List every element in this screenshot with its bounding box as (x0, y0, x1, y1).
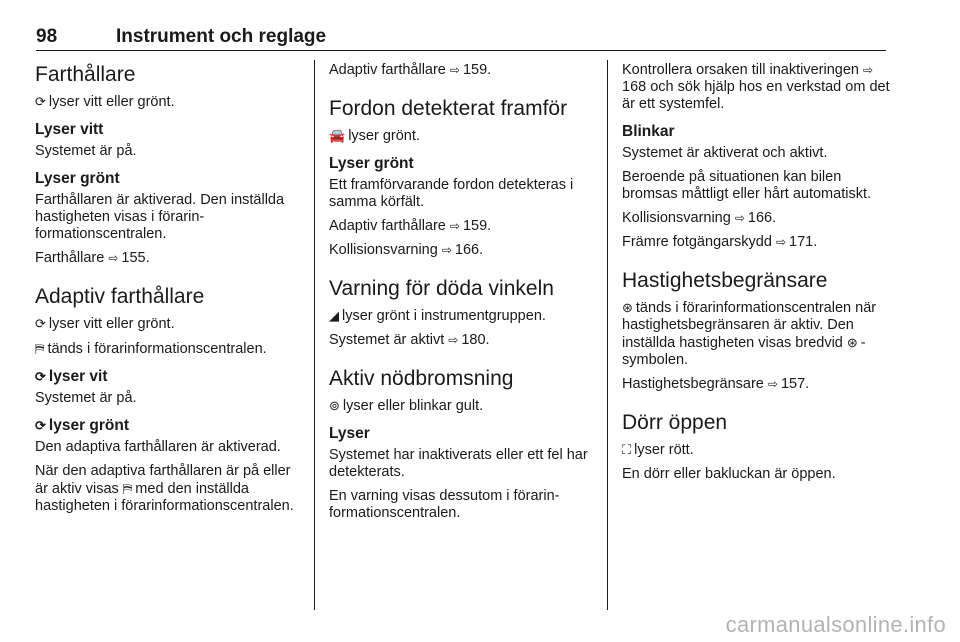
subheading (35, 169, 303, 189)
text: 180. (461, 332, 490, 348)
vehicle-distance-icon: ⛿ (122, 481, 133, 496)
text: Lyser grönt (329, 155, 414, 172)
text: Systemet är på. (35, 390, 137, 406)
blind-spot-icon: ◢ (329, 308, 339, 323)
text: 166. (747, 210, 777, 226)
reference-arrow-icon: ⇨ (448, 333, 459, 347)
section-heading (329, 96, 591, 122)
cruise-control-icon: ⟳ (35, 369, 46, 384)
text: tänds i förarinformationscentralen. (47, 341, 267, 357)
cruise-control-icon: ⟳ (35, 316, 46, 331)
text: Hastighetsbegränsare (622, 269, 828, 292)
subheading (329, 424, 591, 444)
paragraph (35, 463, 303, 515)
text: Adaptiv farthållare (329, 218, 446, 234)
header-rule (36, 50, 886, 51)
text: En dörr eller bakluckan är öppen. (622, 466, 836, 482)
text: Kontrollera orsaken till inaktiveringen (622, 62, 859, 78)
text: Adaptiv farthållare (35, 285, 205, 308)
text: Adaptiv farthållare (329, 62, 446, 78)
paragraph (35, 439, 303, 456)
text: Lyser (329, 425, 370, 442)
text: När den adaptiva farthållaren är på eller är aktiv visas (35, 463, 291, 497)
car-front-icon: 🚘 (329, 128, 346, 143)
running-title: Instrument och reglage (116, 26, 327, 47)
text: Varning för döda vinkeln (329, 277, 554, 300)
reference-arrow-icon: ⇨ (441, 243, 452, 257)
paragraph (622, 466, 892, 483)
text: Aktiv nödbromsning (329, 367, 514, 390)
text: Systemet är aktivt (329, 332, 445, 348)
text: Systemet har inaktiverats eller ett fel har detekterats. (329, 447, 588, 480)
cruise-control-icon: ⟳ (35, 418, 46, 433)
text: 157. (780, 376, 810, 392)
subheading (329, 154, 591, 174)
paragraph (622, 376, 892, 393)
paragraph (622, 169, 892, 203)
text: lyser eller blinkar gult. (342, 398, 484, 414)
paragraph (329, 218, 591, 235)
text: Farthållaren är aktiverad. Den inställda hastigheten visas i förarinformationscentralen. (35, 192, 285, 242)
reference-arrow-icon: ⇨ (863, 63, 874, 77)
paragraph (622, 210, 892, 227)
paragraph (35, 192, 303, 243)
text: lyser rött. (634, 442, 694, 458)
emergency-brake-icon: ⊚ (329, 398, 340, 413)
text: Fordon detekterat framför (329, 97, 568, 120)
paragraph (622, 441, 892, 459)
subheading (35, 367, 303, 387)
reference-arrow-icon: ⇨ (734, 211, 745, 225)
text: 166. (454, 242, 484, 258)
reference-arrow-icon: ⇨ (108, 251, 119, 265)
text: 155. (121, 250, 150, 266)
section-heading (35, 284, 303, 310)
paragraph (329, 332, 591, 349)
paragraph (35, 390, 303, 407)
paragraph (35, 250, 303, 267)
subheading (622, 122, 892, 142)
text: Systemet är på. (35, 143, 137, 159)
cruise-control-icon: ⟳ (35, 94, 46, 109)
speed-limiter-icon: ⊛ (622, 300, 633, 315)
text: lyser vit (48, 368, 108, 385)
column-1 (35, 62, 303, 522)
text: Kollisionsvarning (329, 242, 438, 258)
text: lyser grönt (48, 417, 130, 434)
subheading (35, 120, 303, 140)
text: lyser vitt eller grönt. (48, 316, 175, 332)
text: Lyser grönt (35, 170, 120, 187)
text: Hastighetsbegränsare (622, 376, 764, 392)
text: Lyser vitt (35, 121, 104, 138)
text: Beroende på situationen kan bilen bromsas måttligt eller hårt automatiskt. (622, 169, 872, 202)
column-2 (329, 62, 591, 529)
column-divider (607, 60, 608, 610)
paragraph (329, 307, 591, 325)
speed-limiter-icon: ⊛ (846, 335, 858, 350)
text: Farthållare (35, 63, 136, 86)
paragraph (329, 447, 591, 481)
paragraph (622, 62, 892, 113)
paragraph (622, 145, 892, 162)
subheading (35, 416, 303, 436)
reference-arrow-icon: ⇨ (767, 377, 778, 391)
section-heading (35, 62, 303, 88)
text: Dörr öppen (622, 411, 728, 434)
section-heading (329, 366, 591, 392)
vehicle-distance-icon: ⛿ (35, 341, 45, 356)
paragraph (35, 315, 303, 333)
text: Ett framförvarande fordon detekteras i samma körfält. (329, 177, 574, 210)
column-3 (622, 62, 892, 490)
text: tänds i förarinformationscentralen när hastighetsbegränsaren är aktiv. Den inställda hastigheten visas bredvid (622, 300, 877, 351)
section-heading (329, 276, 591, 302)
watermark: carmanualsonline.info (725, 612, 946, 637)
text: -symbolen. (622, 335, 866, 368)
section-heading (622, 268, 892, 294)
paragraph (329, 62, 591, 79)
text: lyser vitt eller grönt. (48, 94, 175, 110)
text: En varning visas dessutom i förarinformationscentralen. (329, 488, 560, 521)
paragraph (329, 397, 591, 415)
text: Systemet är aktiverat och aktivt. (622, 145, 828, 161)
paragraph (329, 242, 591, 259)
page-number: 98 (36, 26, 58, 47)
section-heading (622, 410, 892, 436)
reference-arrow-icon: ⇨ (449, 219, 460, 233)
text: 171. (789, 234, 818, 250)
paragraph (622, 299, 892, 369)
paragraph (35, 340, 303, 358)
paragraph (35, 93, 303, 111)
text: med den inställda hastigheten i förarinformationscentralen. (35, 481, 294, 514)
text: Kollisionsvarning (622, 210, 731, 226)
door-open-icon: ⛶ (622, 442, 632, 457)
column-divider (314, 60, 315, 610)
reference-arrow-icon: ⇨ (775, 235, 786, 249)
text: 159. (462, 218, 492, 234)
paragraph (329, 177, 591, 211)
reference-arrow-icon: ⇨ (449, 63, 460, 77)
text: 159. (462, 62, 492, 78)
paragraph (622, 234, 892, 251)
text: lyser grönt i instrumentgruppen. (342, 308, 546, 324)
text: lyser grönt. (348, 128, 420, 144)
text: Den adaptiva farthållaren är aktiverad. (35, 439, 281, 455)
paragraph (329, 488, 591, 522)
text: Främre fotgängarskydd (622, 234, 772, 250)
paragraph (35, 143, 303, 160)
paragraph (329, 127, 591, 145)
text: Blinkar (622, 123, 675, 140)
text: 168 och sök hjälp hos en verkstad om det är ett systemfel. (622, 79, 890, 112)
text: Farthållare (35, 250, 105, 266)
